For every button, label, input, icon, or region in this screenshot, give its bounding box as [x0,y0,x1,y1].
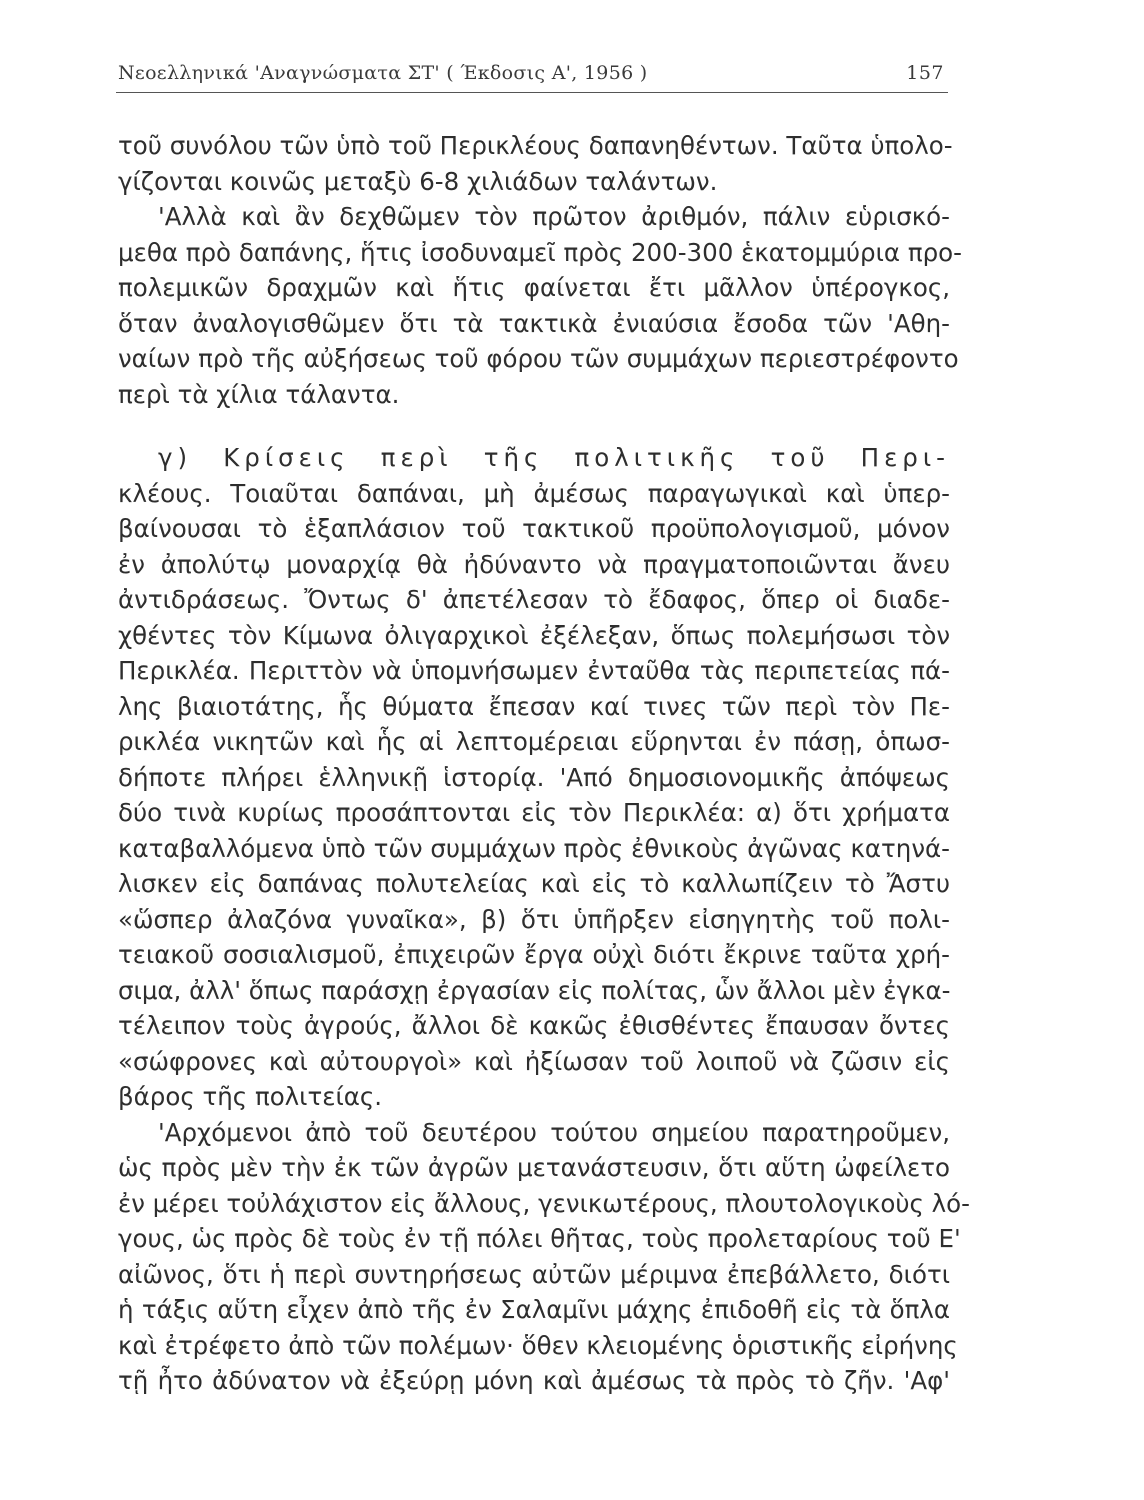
text-line: σιμα, ἀλλ' ὅπως παράσχῃ ἐργασίαν εἰς πολίτας, ὧν ἄλλοι μὲν ἐγκα- [118,975,951,1005]
text-line: ὡς πρὸς μὲν τὴν ἐκ τῶν ἀγρῶν μετανάστευσιν, ὅτι αὕτη ὠφείλετο [118,1153,950,1182]
paragraph [118,199,962,412]
text-line: ἐν ἀπολύτῳ μοναρχίᾳ θὰ ἠδύναντο νὰ πραγματοποιῶνται ἄνευ [118,549,950,579]
text-line: γίζονται κοινῶς μεταξὺ 6-8 χιλιάδων ταλάντων. [118,166,718,196]
text-line: λισκεν εἰς δαπάνας πολυτελείας καὶ εἰς τὸ καλλωπίζειν τὸ Ἄστυ [118,869,950,898]
paragraph [118,128,953,199]
text-line: βαίνουσαι τὸ ἑξαπλάσιον τοῦ τακτικοῦ προϋπολογισμοῦ, μόνον [118,514,950,543]
text-line: περὶ τὰ χίλια τάλαντα. [118,379,400,409]
text-line: «σώφρονες καὶ αὐτουργοὶ» καὶ ἠξίωσαν τοῦ λοιποῦ νὰ ζῶσιν εἰς [118,1046,950,1076]
text-line: 'Αρχόμενοι ἀπὸ τοῦ δευτέρου τούτου σημείου παρατηροῦμεν, [158,1117,950,1147]
text-line: αἰῶνος, ὅτι ἡ περὶ συντηρήσεως αὐτῶν μέριμνα ἐπεβάλλετο, διότι [118,1259,950,1289]
body-text [118,128,971,1399]
text-line: ναίων πρὸ τῆς αὐξήσεως τοῦ φόρου τῶν συμμάχων περιεστρέφοντο [118,344,959,373]
text-line: κλέους. Τοιαῦται δαπάναι, μὴ ἀμέσως παραγωγικαὶ καὶ ὑπερ- [118,478,950,508]
text-line: βάρος τῆς πολιτείας. [118,1082,383,1111]
text-line: πολεμικῶν δραχμῶν καὶ ἥτις φαίνεται ἔτι μᾶλλον ὑπέρογκος, [118,273,950,302]
text-line: δήποτε πλήρει ἑλληνικῇ ἱστορίᾳ. 'Από δημοσιονομικῆς ἀπόψεως [118,762,950,792]
running-title: Νεοελληνικά 'Αναγνώσματα ΣΤ' ( Έκδοσις Α', 1956 ) [118,62,648,84]
text-line: ὅταν ἀναλογισθῶμεν ὅτι τὰ τακτικὰ ἐνιαύσια ἔσοδα τῶν 'Αθη- [118,308,950,338]
text-line: 'Αλλὰ καὶ ἂν δεχθῶμεν τὸν πρῶτον ἀριθμόν, πάλιν εὑρισκό- [158,202,950,231]
text-line: γους, ὡς πρὸς δὲ τοὺς ἐν τῇ πόλει θῆτας, τοὺς προλεταρίους τοῦ Ε' [118,1224,961,1253]
text-line: «ὥσπερ ἀλαζόνα γυναῖκα», β) ὅτι ὑπῆρξεν εἰσηγητὴς τοῦ πολι- [118,904,950,934]
running-header [116,60,948,93]
text-line: καὶ ἐτρέφετο ἀπὸ τῶν πολέμων· ὅθεν κλειομένης ὁριστικῆς εἰρήνης [118,1330,958,1360]
section-gap [118,412,950,440]
text-line: λης βιαιοτάτης, ἧς θύματα ἔπεσαν καί τινες τῶν περὶ τὸν Πε- [118,691,950,721]
text-line: ἡ τάξις αὕτη εἶχεν ἀπὸ τῆς ἐν Σαλαμῖνι μάχης ἐπιδοθῆ εἰς τὰ ὅπλα [118,1295,950,1324]
page-number: 157 [906,62,944,84]
text-line: ἀντιδράσεως. Ὄντως δ' ἀπετέλεσαν τὸ ἔδαφος, ὅπερ οἱ διαδε- [118,585,950,614]
text-line: δύο τινὰ κυρίως προσάπτονται εἰς τὸν Περικλέα: α) ὅτι χρήματα [118,798,950,827]
paragraph [118,440,950,1115]
text-line: τέλειπον τοὺς ἀγρούς, ἄλλοι δὲ κακῶς ἐθισθέντες ἔπαυσαν ὄντες [118,1011,950,1040]
text-line: τῇ ἦτο ἀδύνατον νὰ ἐξεύρῃ μόνη καὶ ἀμέσως τὰ πρὸς τὸ ζῆν. 'Αφ' [118,1366,950,1395]
text-line: χθέντες τὸν Κίμωνα ὀλιγαρχικοὶ ἐξέλεξαν, ὅπως πολεμήσωσι τὸν [118,620,950,650]
section-heading-line: γ) Κρίσεις περὶ τῆς πολιτικῆς τοῦ Περι- [158,443,950,472]
paragraph [118,1115,971,1399]
text-line: τειακοῦ σοσιαλισμοῦ, ἐπιχειρῶν ἔργα οὐχὶ διότι ἔκρινε ταῦτα χρή- [118,940,950,969]
text-line: μεθα πρὸ δαπάνης, ἥτις ἰσοδυναμεῖ πρὸς 200-300 ἑκατομμύρια προ- [118,237,962,267]
text-line: Περικλέα. Περιττὸν νὰ ὑπομνήσωμεν ἐνταῦθα τὰς περιπετείας πά- [118,656,950,685]
text-line: ρικλέα νικητῶν καὶ ἧς αἱ λεπτομέρειαι εὕρηνται ἐν πάσῃ, ὁπωσ- [118,727,950,756]
text-line: τοῦ συνόλου τῶν ὑπὸ τοῦ Περικλέους δαπανηθέντων. Ταῦτα ὑπολο- [118,131,953,160]
text-line: ἐν μέρει τοὐλάχιστον εἰς ἄλλους, γενικωτέρους, πλουτολογικοὺς λό- [118,1188,971,1218]
text-line: καταβαλλόμενα ὑπὸ τῶν συμμάχων πρὸς ἐθνικοὺς ἀγῶνας κατηνά- [118,833,950,863]
